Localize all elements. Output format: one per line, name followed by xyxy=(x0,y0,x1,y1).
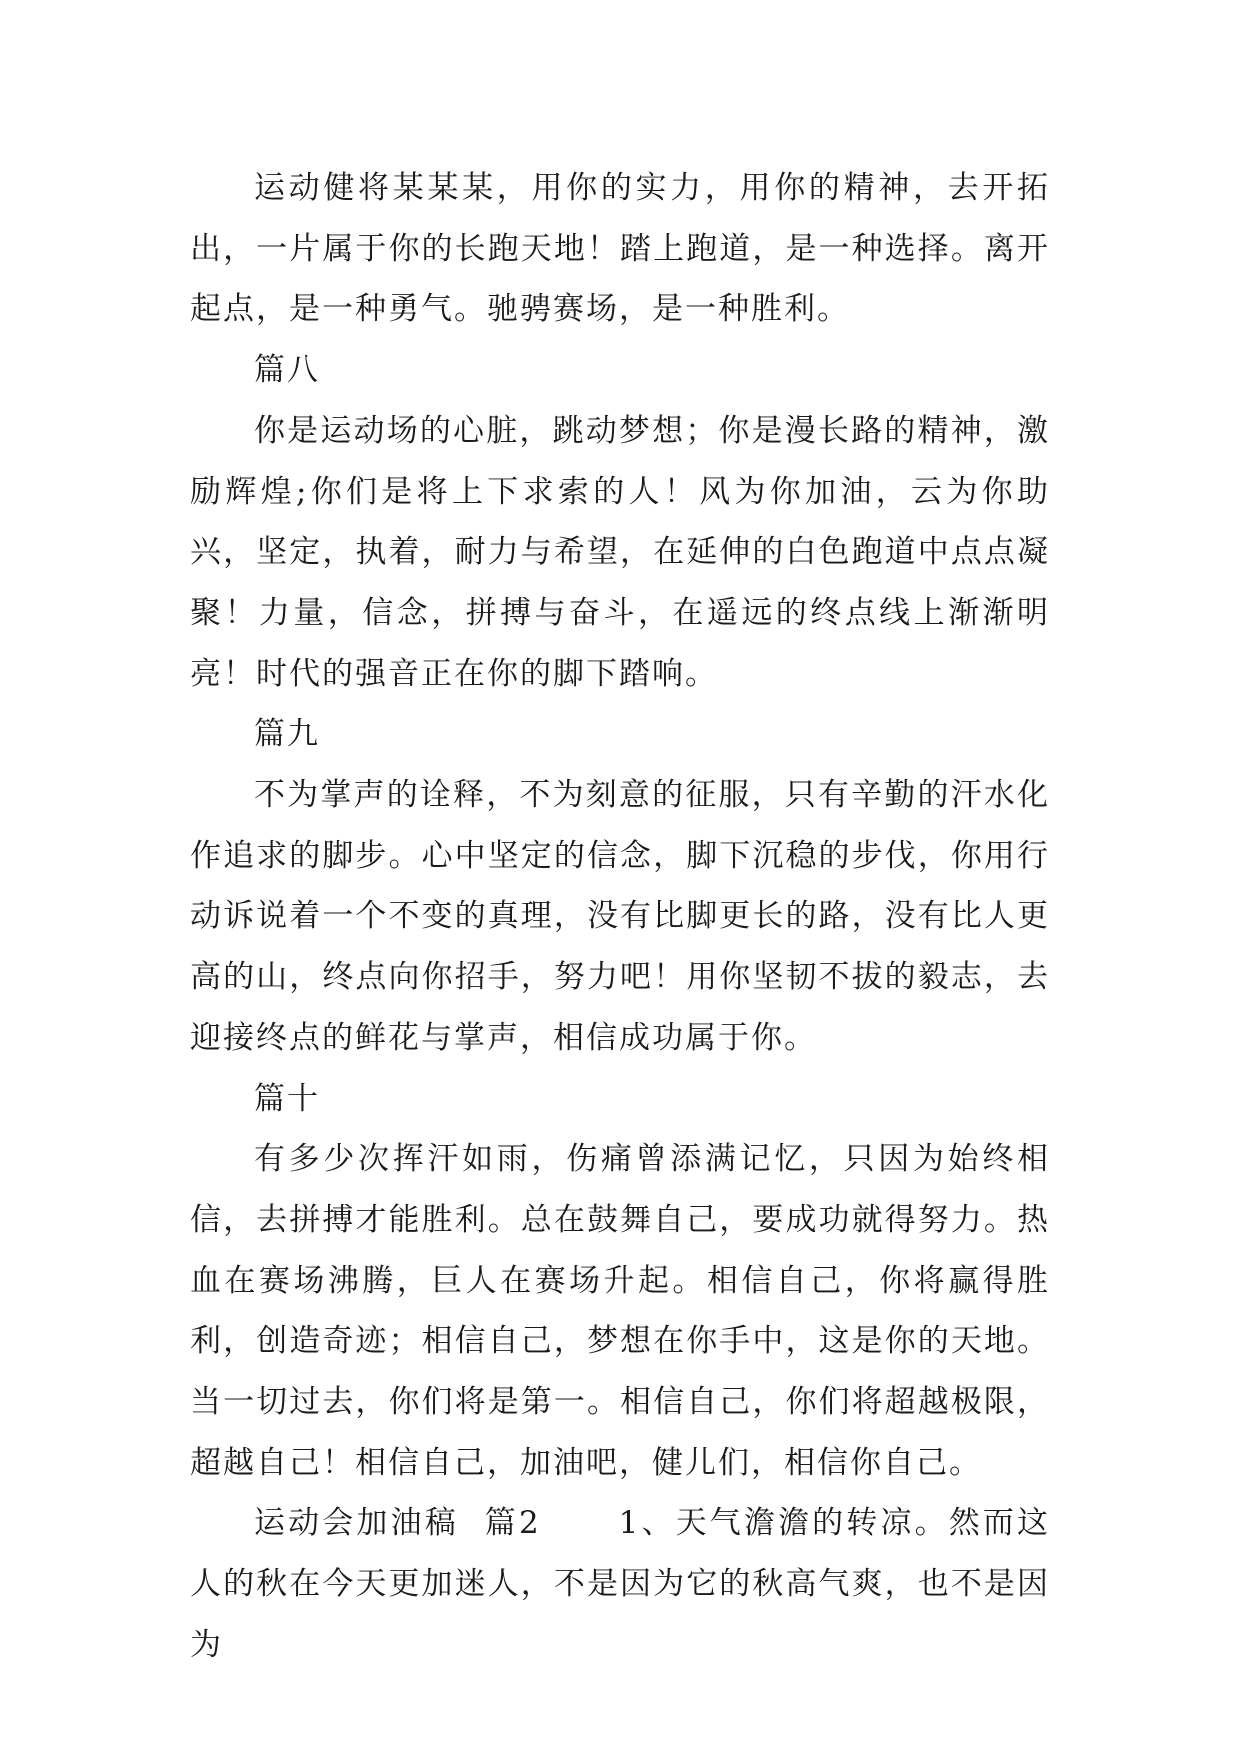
section-heading: 篇九 xyxy=(254,716,320,753)
paragraph: 不为掌声的诠释，不为刻意的征服，只有辛勤的汗水化作追求的脚步。心中坚定的信念，脚下沉稳的步伐，你用行动诉说着一个不变的真理，没有比脚更长的路，没有比人更高的山，终点向你招手，努力吧！用你坚韧不拔的毅志，去迎接终点的鲜花与掌声，相信成功属于你。 xyxy=(190,777,1050,1056)
document-body xyxy=(190,158,1050,1676)
section-heading: 篇八 xyxy=(254,352,320,389)
section-heading: 篇十 xyxy=(254,1080,320,1117)
paragraph: 你是运动场的心脏，跳动梦想；你是漫长路的精神，激励辉煌;你们是将上下求索的人！风为你加油，云为你助兴，坚定，执着，耐力与希望，在延伸的白色跑道中点点凝聚！力量，信念，拼搏与奋斗，在遥远的终点线上渐渐明亮！时代的强音正在你的脚下踏响。 xyxy=(190,412,1050,692)
paragraph: 有多少次挥汗如雨，伤痛曾添满记忆，只因为始终相信，去拼搏才能胜利。总在鼓舞自己，要成功就得努力。热血在赛场沸腾，巨人在赛场升起。相信自己，你将赢得胜利，创造奇迹；相信自己，梦想在你手中，这是你的天地。当一切过去，你们将是第一。相信自己，你们将超越极限，超越自己！相信自己，加油吧，健儿们，相信你自己。 xyxy=(190,1141,1050,1481)
paragraph: 运动会加油稿 篇2 1、天气澹澹的转凉。然而这人的秋在今天更加迷人，不是因为它的秋高气爽，也不是因为 xyxy=(190,1505,1050,1663)
paragraph: 运动健将某某某，用你的实力，用你的精神，去开拓出，一片属于你的长跑天地！踏上跑道，是一种选择。离开起点，是一种勇气。驰骋赛场，是一种胜利。 xyxy=(190,170,1050,328)
